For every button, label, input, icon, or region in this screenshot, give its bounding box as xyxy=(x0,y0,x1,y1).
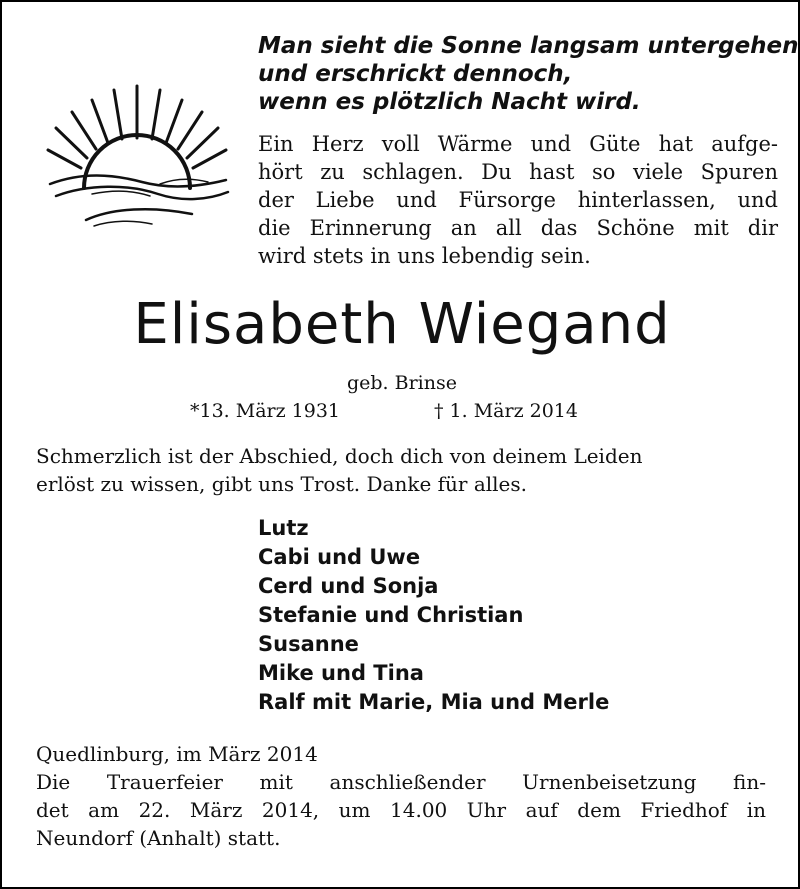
mourner-name: Susanne xyxy=(258,632,359,656)
motto-line: Man sieht die Sonne langsam untergehen xyxy=(258,33,799,59)
farewell-line: erlöst zu wissen, gibt uns Trost. Danke für alles. xyxy=(36,472,528,496)
sunset-icon xyxy=(42,80,232,230)
mourner-name: Mike und Tina xyxy=(258,661,424,685)
birth-date: *13. März 1931 xyxy=(190,400,341,422)
farewell-text xyxy=(36,442,772,498)
mourner-name: Ralf mit Marie, Mia und Merle xyxy=(258,690,610,714)
motto-line: und erschrickt dennoch, xyxy=(258,61,573,87)
funeral-line: Neundorf (Anhalt) statt. xyxy=(36,826,281,850)
mourner-name: Cabi und Uwe xyxy=(258,545,421,569)
mourners-list xyxy=(258,514,778,717)
intro-line: Ein Herz voll Wärme und Güte hat aufge- xyxy=(258,132,778,156)
intro-text xyxy=(258,130,778,270)
intro-line: hört zu schlagen. Du hast so viele Spuren xyxy=(258,160,778,184)
funeral-info xyxy=(36,768,766,852)
intro-line: wird stets in uns lebendig sein. xyxy=(258,244,591,268)
death-date: † 1. März 2014 xyxy=(434,400,578,422)
deceased-name: Elisabeth Wiegand xyxy=(133,292,671,357)
mourner-name: Cerd und Sonja xyxy=(258,574,439,598)
intro-line: der Liebe und Fürsorge hinterlassen, und xyxy=(258,188,778,212)
intro-line: die Erinnerung an all das Schöne mit dir xyxy=(258,216,778,240)
motto-line: wenn es plötzlich Nacht wird. xyxy=(258,89,641,115)
mourner-name: Lutz xyxy=(258,516,309,540)
motto-quote xyxy=(258,32,799,116)
farewell-line: Schmerzlich ist der Abschied, doch dich von deinem Leiden xyxy=(36,444,643,468)
mourner-name: Stefanie und Christian xyxy=(258,603,524,627)
funeral-line: Die Trauerfeier mit anschließender Urnenbeisetzung fin- xyxy=(36,770,766,794)
place-date: Quedlinburg, im März 2014 xyxy=(36,742,318,766)
birth-name: geb. Brinse xyxy=(346,372,457,394)
funeral-line: det am 22. März 2014, um 14.00 Uhr auf dem Friedhof in xyxy=(36,798,766,822)
